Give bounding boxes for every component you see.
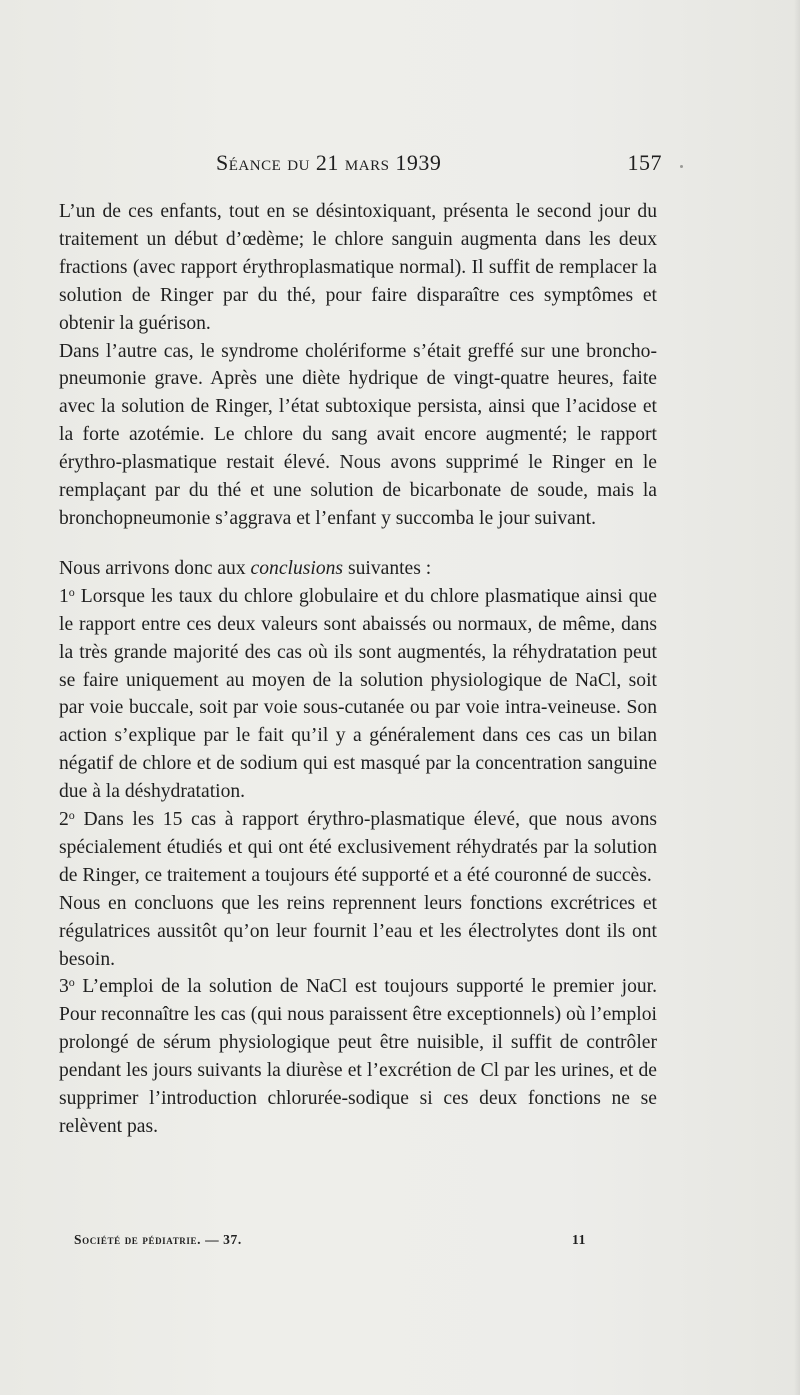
conclusions-word: conclusions	[250, 557, 344, 579]
page-number: 157	[627, 150, 662, 175]
ink-speck	[680, 165, 683, 168]
conclusion-3-number: 3	[59, 976, 69, 998]
page-edge-shadow	[794, 0, 800, 1395]
sheet-number: 11	[572, 1232, 586, 1247]
conclusion-1-ordinal: o	[68, 584, 75, 599]
conclusion-2-text: Dans les 15 cas à rapport érythro-plasmatique élevé, que nous avons spécialement étudiés et qui ont été exclusivement réhydratés par la solution de Ringer, ce traitement a toujours été supporté et a été couronné de succès.	[59, 809, 657, 886]
conclusions-intro-start: Nous arrivons donc aux	[59, 557, 251, 579]
body-text	[59, 198, 657, 1141]
conclusion-2-number: 2	[59, 809, 69, 831]
conclusions-intro-end: suivantes :	[343, 557, 432, 579]
running-header	[216, 150, 662, 180]
running-title: Séance du 21 mars 1939	[216, 150, 442, 175]
paragraph-conclusion-2	[59, 806, 657, 890]
conclusion-1-number: 1	[59, 585, 69, 607]
signature-mark: Société de pédiatrie. — 37.	[74, 1232, 242, 1247]
paragraph-conclusion-1	[59, 583, 657, 806]
conclusion-1-text: Lorsque les taux du chlore globulaire et du chlore plasmatique ainsi que le rapport entre ces deux valeurs sont abaissés ou normaux, de même, dans la très grande majorité des cas où ils sont augmentés, la réhydratation peut se faire uniquement au moyen de la solution physiologique de NaCl, soit par voie buccale, soit par voie sous-cutanée ou par voie intra-veineuse. Son action s’explique par le fait qu’il y a généralement dans ces cas un bilan négatif de chlore et de sodium qui est masqué par la concentration sanguine due à la déshydratation.	[59, 585, 657, 803]
conclusion-3-text: L’emploi de la solution de NaCl est toujours supporté le premier jour. Pour reconnaître les cas (qui nous paraissent être exceptionnels) où l’emploi prolongé de sérum physiologique peut être nuisible, il suffit de contrôler pendant les jours suivants la diurèse et l’excrétion de Cl par les urines, et de supprimer l’introduction chlorurée-sodique si ces deux fonctions ne se relèvent pas.	[59, 976, 657, 1137]
paragraph-kidneys: Nous en concluons que les reins reprennent leurs fonctions excrétrices et régulatrices aussitôt qu’on leur fournit l’eau et les électrolytes dont ils ont besoin.	[59, 892, 657, 970]
paragraph-first-child-case: L’un de ces enfants, tout en se désintoxiquant, présenta le second jour du traitement un début d’œdème; le chlore sanguin augmenta dans les deux fractions (avec rapport érythroplasmatique normal). Il suffit de remplacer la solution de Ringer par du thé, pour faire disparaître ces symptômes et obtenir la guérison.	[59, 201, 657, 334]
paragraph-conclusion-3	[59, 973, 657, 1140]
paragraph-conclusions-intro	[59, 555, 657, 583]
conclusion-3-ordinal: o	[68, 975, 75, 990]
paragraph-other-case: Dans l’autre cas, le syndrome cholériforme s’était greffé sur une broncho-pneumonie grave. Après une diète hydrique de vingt-quatre heures, faite avec la solution de Ringer, l’état subtoxique persista, ainsi que l’acidose et la forte azotémie. Le chlore du sang avait encore augmenté; le rapport érythro-plasmatique restait élevé. Nous avons supprimé le Ringer en le remplaçant par du thé et une solution de bicarbonate de soude, mais la bronchopneumonie s’aggrava et l’enfant y succomba le jour suivant.	[59, 340, 657, 529]
signature-footer	[74, 1232, 594, 1256]
conclusion-2-ordinal: o	[68, 808, 75, 823]
